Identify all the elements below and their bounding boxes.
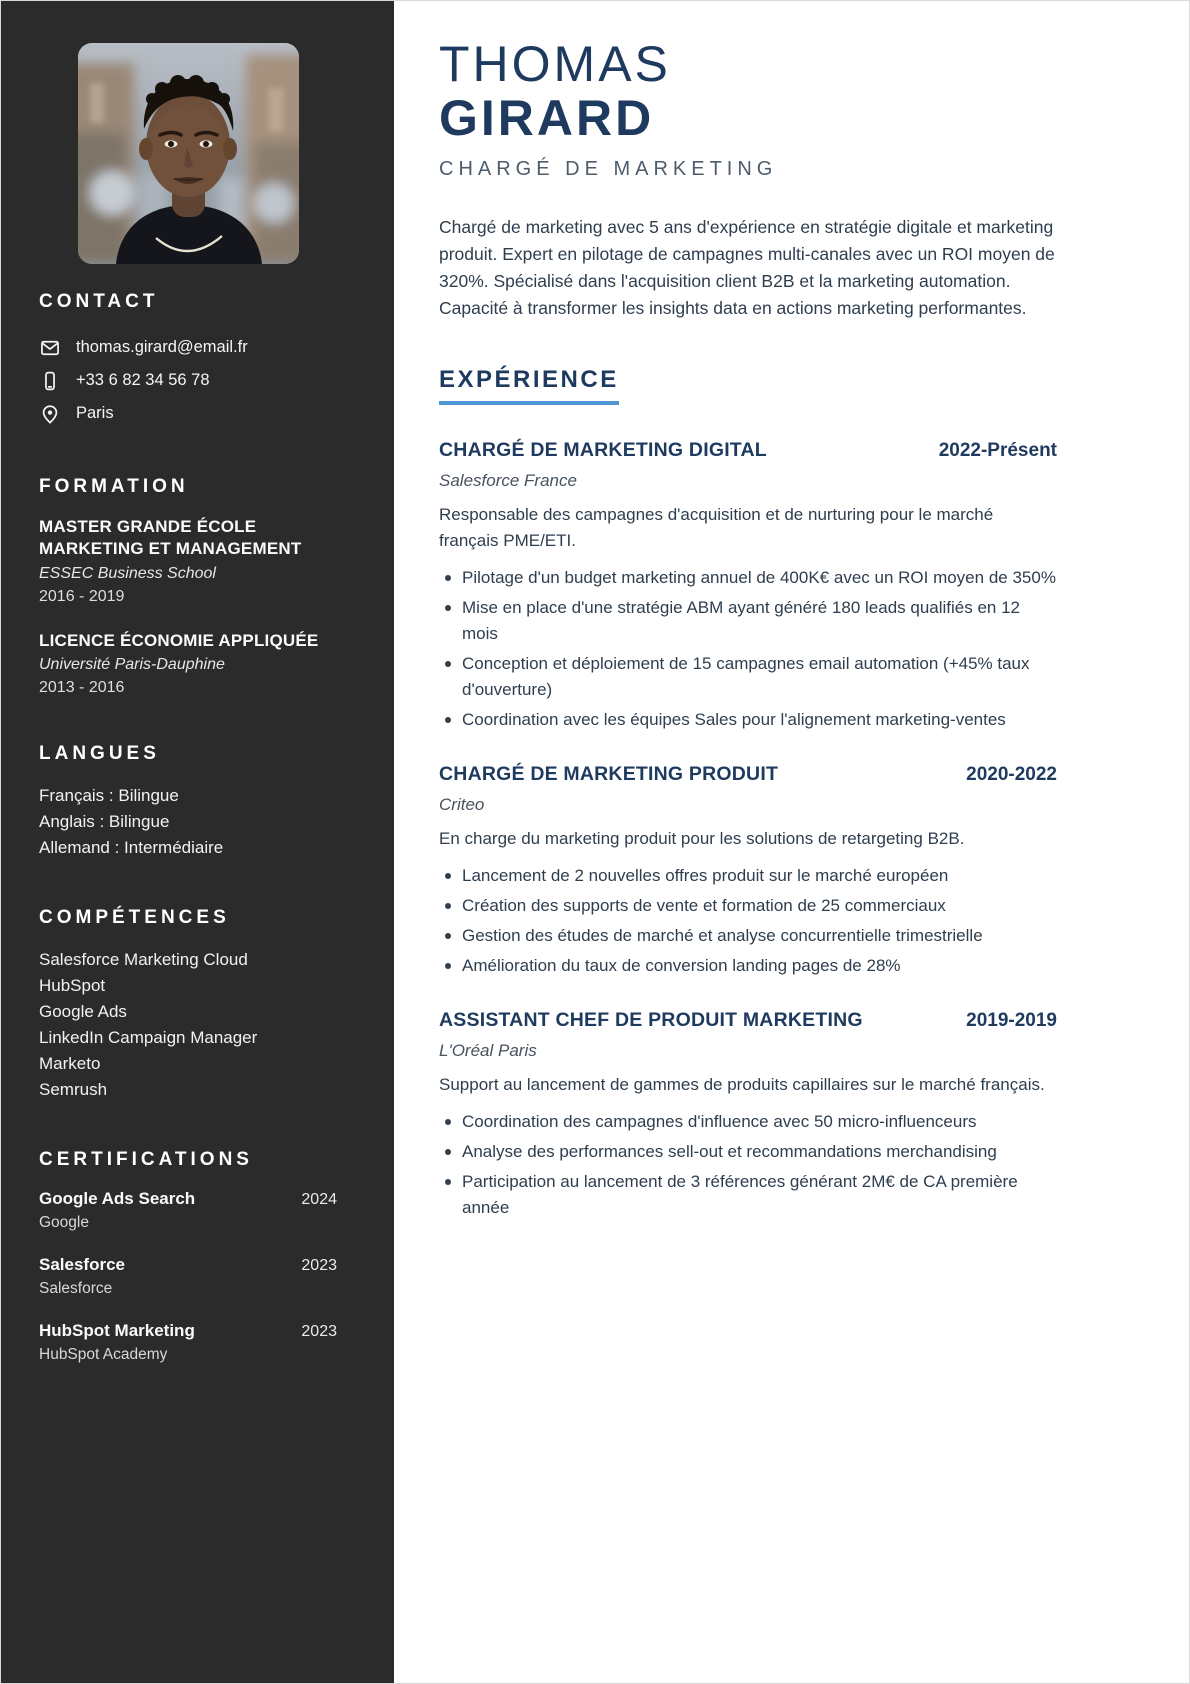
mail-icon [39, 337, 61, 359]
formation-heading: FORMATION [39, 476, 189, 497]
education-school: ESSEC Business School [39, 564, 216, 582]
profile-photo [78, 43, 299, 264]
experience-heading: EXPÉRIENCE [439, 366, 619, 405]
certification-year: 2023 [301, 1323, 337, 1341]
language-item: Français : Bilingue [39, 786, 179, 806]
competences-section [39, 907, 337, 1103]
job-title: CHARGÉ DE MARKETING DIGITAL [439, 439, 767, 461]
job-bullet: Conception et déploiement de 15 campagnes email automation (+45% taux d'ouverture) [439, 651, 1057, 703]
certification-issuer: Google [39, 1214, 89, 1232]
experience-job [439, 1009, 1057, 1221]
contact-phone-row [39, 364, 337, 397]
job-dates: 2020-2022 [966, 764, 1057, 785]
education-school: Université Paris-Dauphine [39, 656, 225, 674]
job-title: ASSISTANT CHEF DE PRODUIT MARKETING [439, 1009, 863, 1031]
experience-job [439, 763, 1057, 979]
education-dates: 2016 - 2019 [39, 587, 125, 605]
contact-location-row [39, 397, 337, 430]
job-bullet-list [439, 863, 1057, 979]
certification-name: HubSpot Marketing [39, 1321, 195, 1341]
education-item [39, 516, 337, 606]
skill-item: Google Ads [39, 1002, 127, 1022]
certification-name: Google Ads Search [39, 1189, 196, 1209]
job-title: CHARGÉ DE MARKETING PRODUIT [439, 763, 779, 785]
location-icon [39, 403, 61, 425]
job-bullet: Gestion des études de marché et analyse concurrentielle trimestrielle [439, 923, 1057, 949]
job-bullet: Participation au lancement de 3 références générant 2M€ de CA première année [439, 1169, 1057, 1221]
skill-item: HubSpot [39, 976, 106, 996]
last-name: GIRARD [439, 90, 655, 146]
contact-location: Paris [76, 404, 114, 422]
certification-item [39, 1255, 337, 1298]
certification-year: 2024 [301, 1191, 337, 1209]
contact-email-row [39, 331, 337, 364]
education-degree: MASTER GRANDE ÉCOLE MARKETING ET MANAGEMENT [39, 517, 302, 558]
job-bullet-list [439, 565, 1057, 733]
job-bullet-list [439, 1109, 1057, 1221]
education-item [39, 630, 337, 698]
job-bullet: Lancement de 2 nouvelles offres produit sur le marché européen [439, 863, 1057, 889]
experience-job [439, 439, 1057, 733]
main-content [394, 1, 1189, 1683]
sidebar [1, 1, 394, 1683]
language-item: Allemand : Intermédiaire [39, 838, 224, 858]
job-company: Criteo [439, 795, 485, 814]
competences-heading: COMPÉTENCES [39, 907, 230, 929]
profile-summary: Chargé de marketing avec 5 ans d'expérience en stratégie digitale et marketing produit. Expert en pilotage de campagnes multi-canales avec un ROI moyen de 320%. Spécialisé dans l'acquisition client B2B et la marketing automation. Capacité à transformer les insights data en actions marketing performantes. [439, 217, 1055, 318]
certification-name: Salesforce [39, 1255, 125, 1275]
certification-issuer: Salesforce [39, 1280, 113, 1298]
education-dates: 2013 - 2016 [39, 679, 125, 697]
contact-heading: CONTACT [39, 291, 159, 312]
job-bullet: Mise en place d'une stratégie ABM ayant généré 180 leads qualifiés en 12 mois [439, 595, 1057, 647]
job-company: Salesforce France [439, 471, 577, 490]
job-bullet: Pilotage d'un budget marketing annuel de 400K€ avec un ROI moyen de 350% [439, 565, 1057, 591]
job-bullet: Coordination avec les équipes Sales pour l'alignement marketing-ventes [439, 707, 1057, 733]
skill-item: Marketo [39, 1054, 101, 1074]
formation-section [39, 476, 337, 697]
job-bullet: Amélioration du taux de conversion landing pages de 28% [439, 953, 1057, 979]
certification-year: 2023 [301, 1257, 337, 1275]
candidate-name [439, 37, 1057, 145]
skill-item: LinkedIn Campaign Manager [39, 1028, 258, 1048]
profile-photo-illustration [78, 43, 299, 264]
skill-item: Salesforce Marketing Cloud [39, 950, 248, 970]
certifications-section [39, 1149, 337, 1364]
certification-issuer: HubSpot Academy [39, 1346, 168, 1364]
contact-section [39, 291, 337, 430]
job-dates: 2022-Présent [938, 440, 1057, 461]
language-item: Anglais : Bilingue [39, 812, 170, 832]
certification-item [39, 1321, 337, 1364]
job-company: L'Oréal Paris [439, 1041, 537, 1060]
education-degree: LICENCE ÉCONOMIE APPLIQUÉE [39, 630, 319, 650]
langues-section [39, 743, 337, 861]
skill-item: Semrush [39, 1080, 108, 1100]
job-dates: 2019-2019 [966, 1010, 1057, 1031]
first-name: THOMAS [439, 36, 671, 92]
contact-phone: +33 6 82 34 56 78 [76, 371, 210, 389]
job-bullet: Coordination des campagnes d'influence avec 50 micro-influenceurs [439, 1109, 1057, 1135]
job-description: Responsable des campagnes d'acquisition et de nurturing pour le marché français PME/ETI. [439, 505, 994, 550]
candidate-title: CHARGÉ DE MARKETING [439, 158, 778, 180]
certification-item [39, 1189, 337, 1232]
job-bullet: Analyse des performances sell-out et recommandations merchandising [439, 1139, 1057, 1165]
langues-heading: LANGUES [39, 743, 160, 765]
certifications-heading: CERTIFICATIONS [39, 1149, 253, 1171]
phone-icon [39, 370, 61, 392]
job-description: En charge du marketing produit pour les solutions de retargeting B2B. [439, 829, 965, 848]
job-bullet: Création des supports de vente et formation de 25 commerciaux [439, 893, 1057, 919]
job-description: Support au lancement de gammes de produits capillaires sur le marché français. [439, 1075, 1045, 1094]
contact-email: thomas.girard@email.fr [76, 338, 248, 356]
